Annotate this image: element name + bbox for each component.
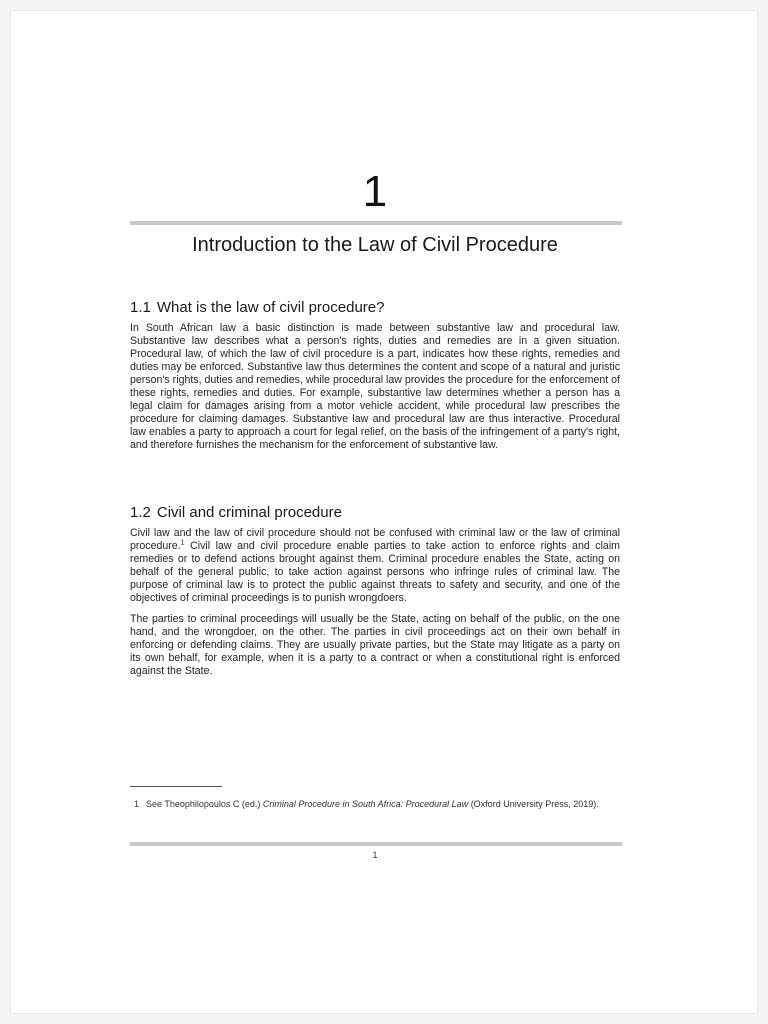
section-number: 1.1 [130, 299, 151, 316]
chapter-title: Introduction to the Law of Civil Procedure [192, 234, 558, 256]
footnote [130, 798, 620, 810]
footnote-divider [130, 786, 222, 787]
footnote-text [146, 798, 620, 810]
section-heading [130, 299, 620, 316]
section-heading [130, 504, 620, 521]
section-number: 1.2 [130, 504, 151, 521]
footnote-reference[interactable]: 1 [180, 539, 185, 547]
paragraph [130, 527, 620, 605]
chapter-number: 1 [362, 167, 388, 216]
footnote-text-part: See Theophilopoulos C (ed.) [146, 799, 263, 809]
section-1-2 [130, 504, 620, 686]
paragraph-text: Civil law and the law of civil procedure should not be confused with criminal law or the law of criminal procedure. [130, 527, 620, 552]
paragraph: In South African law a basic distinction is made between substantive law and procedural law. Substantive law describes what a person's rights, duties and remedies are in a given situation. Procedural law, of which the law of civil procedure is a part, indicates how these rights, remedies and duties may be enforced. Substantive law thus determines the content and scope of a natural and juristic person's rights, duties and remedies, while procedural law provides the procedure for the enforcement of these rights, remedies and duties. For example, substantive law determines whether a person has a legal claim for damages arising from a motor vehicle accident, while procedural law prescribes the procedure for claiming damages. Substantive law and procedural law are thus interactive. Procedural law enables a party to approach a court for legal relief, on the basis of the infringement of a party's right, and therefore furnishes the mechanism for the enforcement of substantive law. [130, 322, 620, 451]
chapter-rule-top [130, 221, 622, 225]
paragraph: The parties to criminal proceedings will usually be the State, acting on behalf of the public, on the one hand, and the wrongdoer, on the other. The parties in civil proceedings act on their own behalf in enforcing or defending claims. They are usually private parties, but the State may litigate as a party on its own behalf, for example, when it is a party to a contract or when a constitutional right is enforced against the State. [130, 613, 620, 677]
section-title: Civil and criminal procedure [156, 504, 342, 521]
page-footer-rule [130, 842, 622, 846]
footnote-number: 1 [134, 799, 140, 809]
paragraph-text: Civil law and civil procedure enable parties to take action to enforce rights and claim remedies or to defend actions brought against them. Criminal procedure enables the State, acting on behalf of the general public, to take action against persons who infringe rules of criminal law. The purpose of criminal law is to protect the public against threats to safety and security, and one of the objectives of criminal proceedings is to punish wrongdoers. [130, 540, 620, 604]
page-number: 1 [372, 850, 378, 860]
footnote-text-part: (Oxford University Press, 2019). [468, 799, 599, 809]
section-1-1 [130, 299, 620, 460]
footnote-book-title: Criminal Procedure in South Africa: Procedural Law [262, 799, 469, 809]
section-title: What is the law of civil procedure? [156, 299, 385, 316]
